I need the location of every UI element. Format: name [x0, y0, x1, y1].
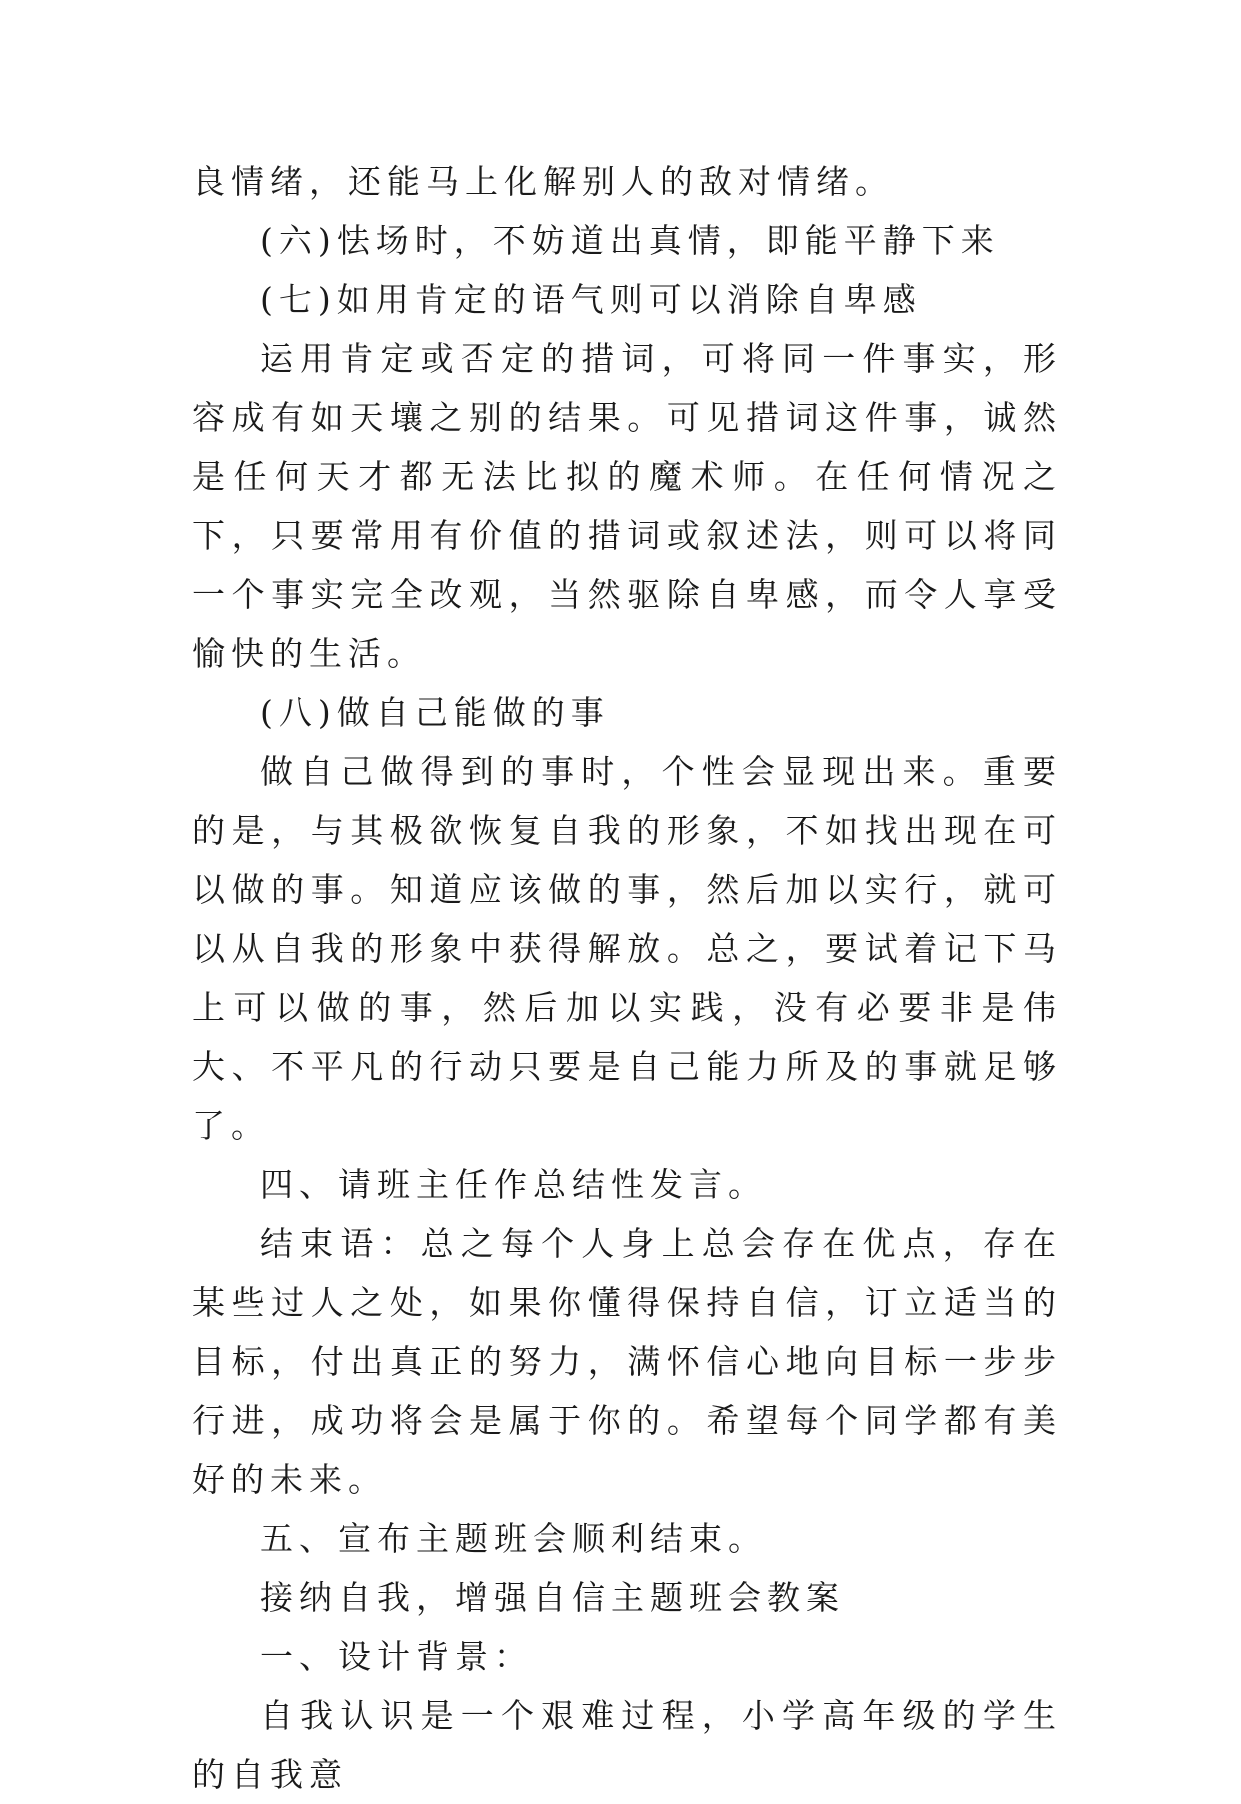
section-five: 五、宣布主题班会顺利结束。	[260, 1519, 767, 1558]
document-body	[192, 152, 1062, 1804]
section-one-background: 一、设计背景：	[260, 1637, 533, 1676]
heading-eight: (八)做自己能做的事	[260, 693, 610, 732]
paragraph-wording: 运用肯定或否定的措词，可将同一件事实，形容成有如天壤之别的结果。可见措词这件事，诚然是任何天才都无法比拟的魔术师。在任何情况之下，只要常用有价值的措词或叙述法，则可以将同一个事实完全改观，当然驱除自卑感，而令人享受愉快的生活。	[192, 339, 1062, 673]
heading-seven: (七)如用肯定的语气则可以消除自卑感	[260, 280, 922, 319]
paragraph-1: 良情绪，还能马上化解别人的敌对情绪。	[192, 162, 894, 201]
heading-six: (六)怯场时，不妨道出真情，即能平静下来	[260, 221, 1000, 260]
lesson-plan-title: 接纳自我，增强自信主题班会教案	[260, 1578, 845, 1617]
paragraph-closing: 结束语：总之每个人身上总会存在优点，存在某些过人之处，如果你懂得保持自信，订立适当的目标，付出真正的努力，满怀信心地向目标一步步行进，成功将会是属于你的。希望每个同学都有美好的未来。	[192, 1224, 1062, 1499]
section-four: 四、请班主任作总结性发言。	[260, 1165, 767, 1204]
paragraph-do-what-you-can: 做自己做得到的事时，个性会显现出来。重要的是，与其极欲恢复自我的形象，不如找出现在可以做的事。知道应该做的事，然后加以实行，就可以从自我的形象中获得解放。总之，要试着记下马上可以做的事，然后加以实践，没有必要非是伟大、不平凡的行动只要是自己能力所及的事就足够了。	[192, 752, 1062, 1145]
paragraph-self-awareness: 自我认识是一个艰难过程，小学高年级的学生的自我意	[192, 1696, 1062, 1794]
